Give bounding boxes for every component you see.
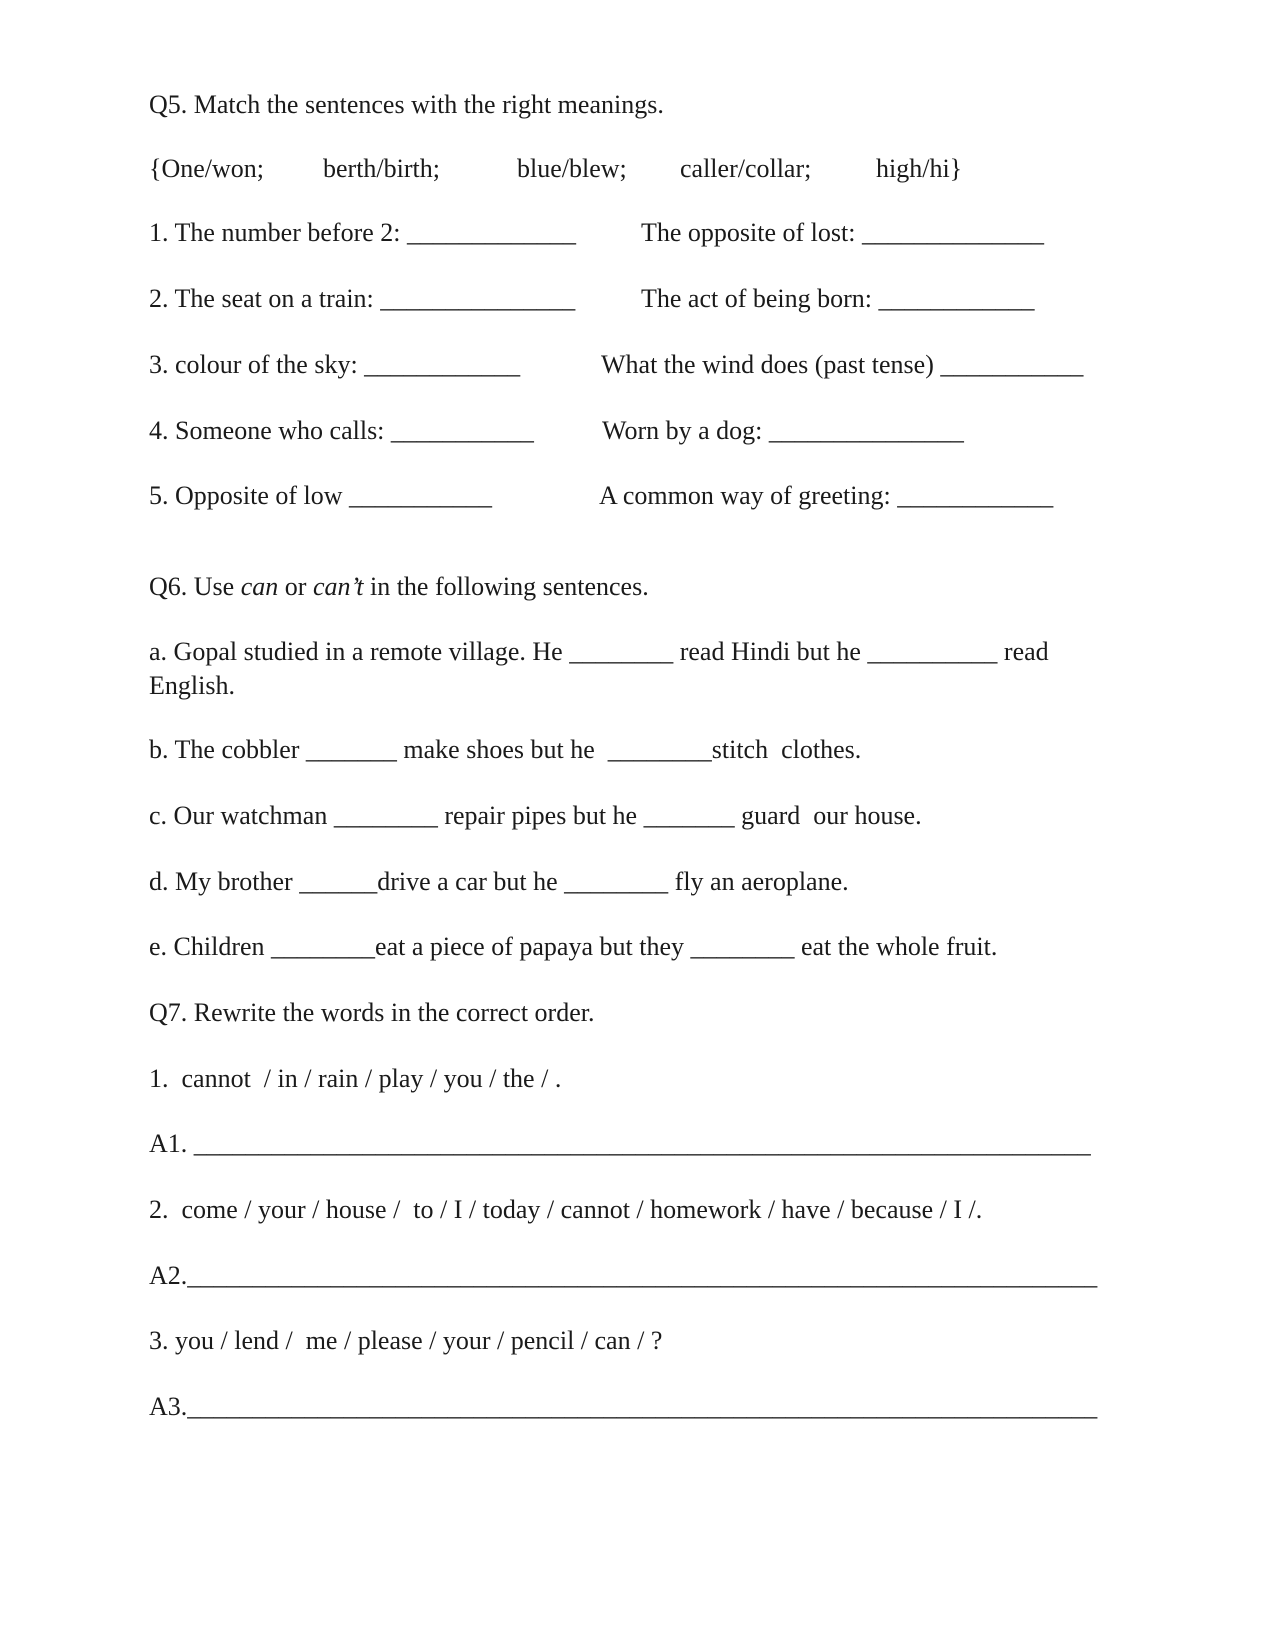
word-cant: can’t xyxy=(312,572,364,601)
q7-heading: Q7. Rewrite the words in the correct order. xyxy=(149,998,595,1027)
word-or: or xyxy=(278,572,313,601)
q5-row-left: 1. The number before 2: _____________ xyxy=(149,218,576,247)
q7-answer-3: A3.______________________________________________________________________ xyxy=(149,1392,1098,1421)
q6-heading-prefix: Q6. Use xyxy=(149,572,241,601)
q7-answer-2: A2.______________________________________________________________________ xyxy=(149,1261,1098,1290)
q5-row-left: 5. Opposite of low ___________ xyxy=(149,481,493,510)
homophone-item: caller/collar; xyxy=(680,154,812,183)
homophone-item: high/hi} xyxy=(876,154,963,183)
word-can: can xyxy=(240,572,279,601)
q6-item-b: b. The cobbler _______ make shoes but he ________stitch clothes. xyxy=(149,735,862,764)
q7-item-1: 1. cannot / in / rain / play / you / the / . xyxy=(149,1064,562,1093)
q5-row-right: The act of being born: ____________ xyxy=(641,284,1035,313)
q5-row-left: 2. The seat on a train: _______________ xyxy=(149,284,576,313)
q6-item-a-continued: English. xyxy=(149,671,235,700)
homophone-item: {One/won; xyxy=(149,154,265,183)
q5-row-left: 3. colour of the sky: ____________ xyxy=(149,350,521,379)
q5-row-right: Worn by a dog: _______________ xyxy=(602,416,964,445)
q7-item-3: 3. you / lend / me / please / your / pencil / can / ? xyxy=(149,1326,663,1355)
homophone-item: berth/birth; xyxy=(323,154,440,183)
q7-answer-1: A1. _____________________________________________________________________ xyxy=(149,1129,1091,1158)
q5-row-right: A common way of greeting: ____________ xyxy=(599,481,1054,510)
q7-item-2: 2. come / your / house / to / I / today / cannot / homework / have / because / I /. xyxy=(149,1195,983,1224)
q6-heading xyxy=(149,572,649,602)
q5-heading: Q5. Match the sentences with the right meanings. xyxy=(149,90,664,119)
q6-item-d: d. My brother ______drive a car but he ________ fly an aeroplane. xyxy=(149,867,849,896)
q6-heading-suffix: in the following sentences. xyxy=(363,572,649,601)
q5-row-left: 4. Someone who calls: ___________ xyxy=(149,416,534,445)
homophone-item: blue/blew; xyxy=(517,154,627,183)
q5-row-right: What the wind does (past tense) ___________ xyxy=(601,350,1084,379)
q5-row-right: The opposite of lost: ______________ xyxy=(641,218,1044,247)
q6-item-e: e. Children ________eat a piece of papaya but they ________ eat the whole fruit. xyxy=(149,932,998,961)
q6-item-c: c. Our watchman ________ repair pipes but he _______ guard our house. xyxy=(149,801,922,830)
q6-item-a: a. Gopal studied in a remote village. He ________ read Hindi but he __________ read xyxy=(149,637,1049,666)
